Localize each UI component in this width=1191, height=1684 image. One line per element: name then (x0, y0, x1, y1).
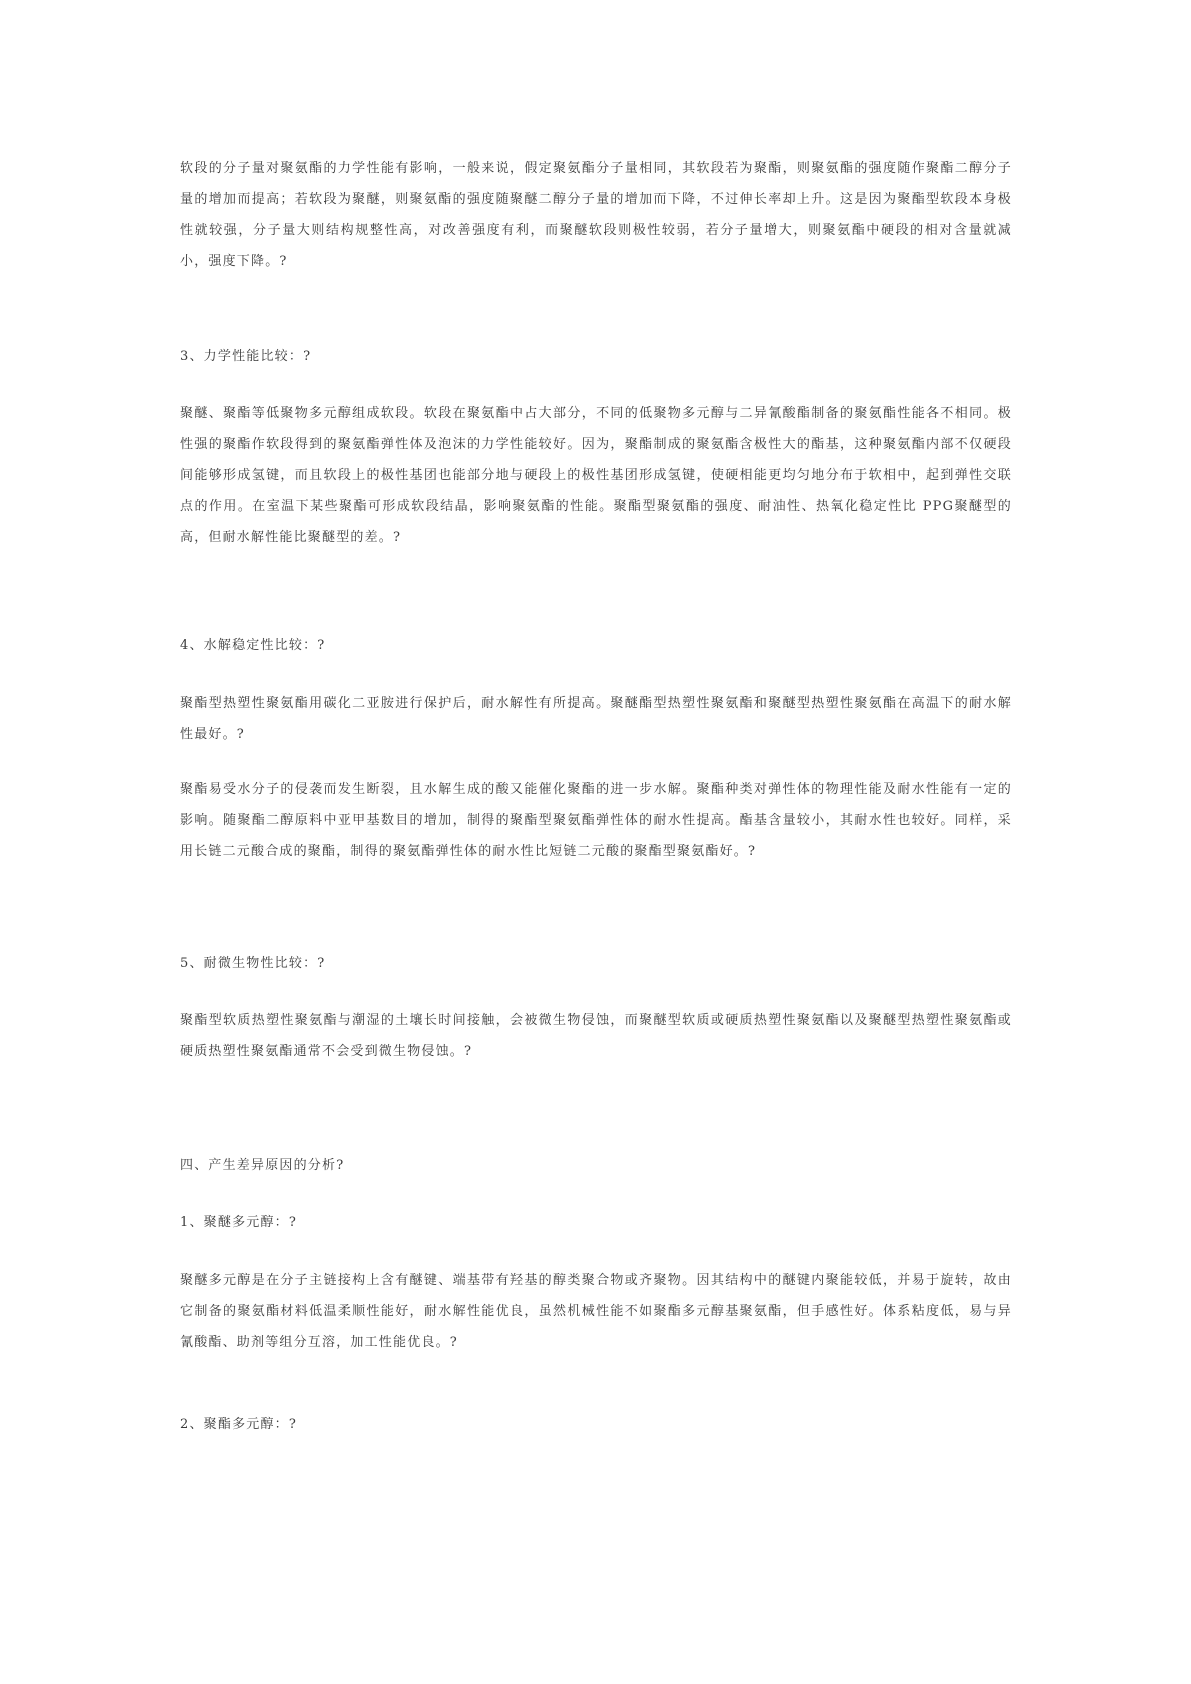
section-heading-mechanical-properties: 3、力学性能比较：? (180, 349, 312, 364)
paragraph-microbial-resistance: 聚酯型软质热塑性聚氨酯与潮湿的土壤长时间接触，会被微生物侵蚀，而聚醚型软质或硬质热塑性聚氨酯以及聚醚型热塑性聚氨酯或硬质热塑性聚氨酯通常不会受到微生物侵蚀。? (180, 1013, 1012, 1059)
subsection-heading-polyester-polyol: 2、聚酯多元醇：? (180, 1417, 298, 1432)
paragraph-hydrolysis-carbodiimide: 聚酯型热塑性聚氨酯用碳化二亚胺进行保护后，耐水解性有所提高。聚醚酯型热塑性聚氨酯和聚醚型热塑性聚氨酯在高温下的耐水解性最好。? (180, 696, 1012, 742)
section-heading-cause-analysis: 四、产生差异原因的分析? (180, 1158, 345, 1173)
paragraph-mechanical-properties: 聚醚、聚酯等低聚物多元醇组成软段。软段在聚氨酯中占大部分，不同的低聚物多元醇与二异氰酸酯制备的聚氨酯性能各不相同。极性强的聚酯作软段得到的聚氨酯弹性体及泡沫的力学性能较好。因为，聚酯制成的聚氨酯含极性大的酯基，这种聚氨酯内部不仅硬段间能够形成氢键，而且软段上的极性基团也能部分地与硬段上的极性基团形成氢键，使硬相能更均匀地分布于软相中，起到弹性交联点的作用。在室温下某些聚酯可形成软段结晶，影响聚氨酯的性能。聚酯型聚氨酯的强度、耐油性、热氧化稳定性比 PPG聚醚型的高，但耐水解性能比聚醚型的差。? (180, 406, 1012, 545)
paragraph-hydrolysis-polyester: 聚酯易受水分子的侵袭而发生断裂，且水解生成的酸又能催化聚酯的进一步水解。聚酯种类对弹性体的物理性能及耐水性能有一定的影响。随聚酯二醇原料中亚甲基数目的增加，制得的聚酯型聚氨酯弹性体的耐水性提高。酯基含量较小，其耐水性也较好。同样，采用长链二元酸合成的聚酯，制得的聚氨酯弹性体的耐水性比短链二元酸的聚酯型聚氨酯好。? (180, 782, 1012, 859)
paragraph-soft-segment-molecular-weight: 软段的分子量对聚氨酯的力学性能有影响，一般来说，假定聚氨酯分子量相同，其软段若为聚酯，则聚氨酯的强度随作聚酯二醇分子量的增加而提高；若软段为聚醚，则聚氨酯的强度随聚醚二醇分子量的增加而下降，不过伸长率却上升。这是因为聚酯型软段本身极性就较强，分子量大则结构规整性高，对改善强度有利，而聚醚软段则极性较弱，若分子量增大，则聚氨酯中硬段的相对含量就减小，强度下降。? (180, 161, 1012, 269)
subsection-heading-polyether-polyol: 1、聚醚多元醇：? (180, 1215, 298, 1230)
paragraph-polyether-polyol: 聚醚多元醇是在分子主链接构上含有醚键、端基带有羟基的醇类聚合物或齐聚物。因其结构中的醚键内聚能较低，并易于旋转，故由它制备的聚氨酯材料低温柔顺性能好，耐水解性能优良，虽然机械性能不如聚酯多元醇基聚氨酯，但手感性好。体系粘度低，易与异氰酸酯、助剂等组分互溶，加工性能优良。? (180, 1273, 1012, 1350)
section-heading-hydrolysis-stability: 4、水解稳定性比较：? (180, 638, 326, 653)
section-heading-microbial-resistance: 5、耐微生物性比较：? (180, 956, 326, 971)
